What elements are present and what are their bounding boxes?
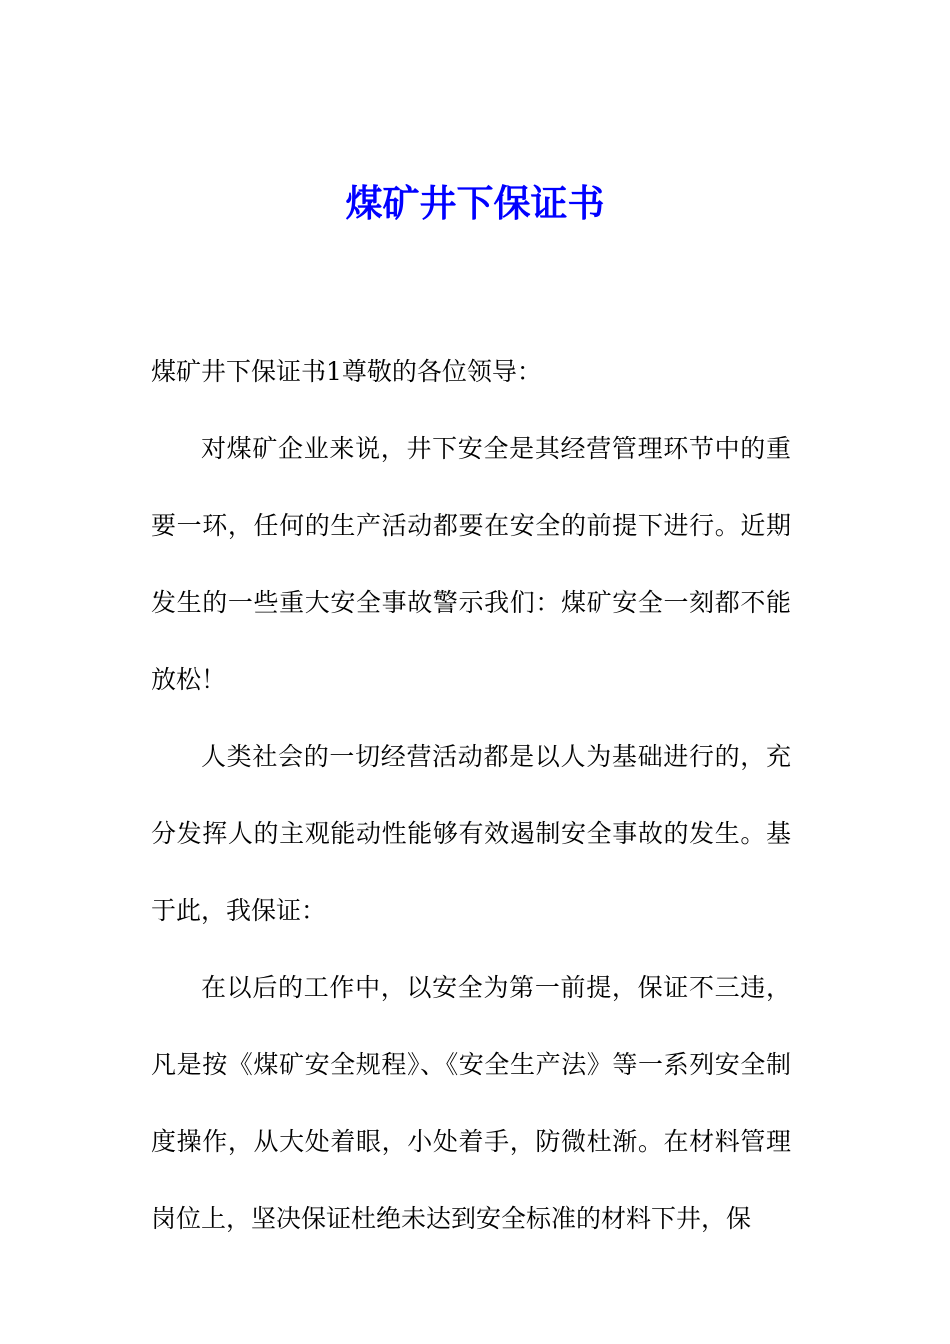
document-title: 煤矿井下保证书 bbox=[345, 181, 605, 225]
body-paragraph-1: 对煤矿企业来说，井下安全是其经营管理环节中的重要一环，任何的生产活动都要在安全的前提下进行。近期发生的一些重大安全事故警示我们：煤矿安全一刻都不能放松！ bbox=[151, 434, 791, 694]
body-paragraph-2: 人类社会的一切经营活动都是以人为基础进行的，充分发挥人的主观能动性能够有效遏制安全事故的发生。基于此，我保证： bbox=[151, 742, 791, 925]
salutation-paragraph: 煤矿井下保证书1尊敬的各位领导： bbox=[151, 357, 542, 386]
body-paragraph-3: 在以后的工作中，以安全为第一前提，保证不三违，凡是按《煤矿安全规程》、《安全生产法》等一系列安全制度操作，从大处着眼，小处着手，防微杜渐。在材料管理岗位上，坚决保证杜绝未达到安全标准的材料下井，保 bbox=[151, 973, 791, 1233]
document-body bbox=[151, 333, 791, 1257]
